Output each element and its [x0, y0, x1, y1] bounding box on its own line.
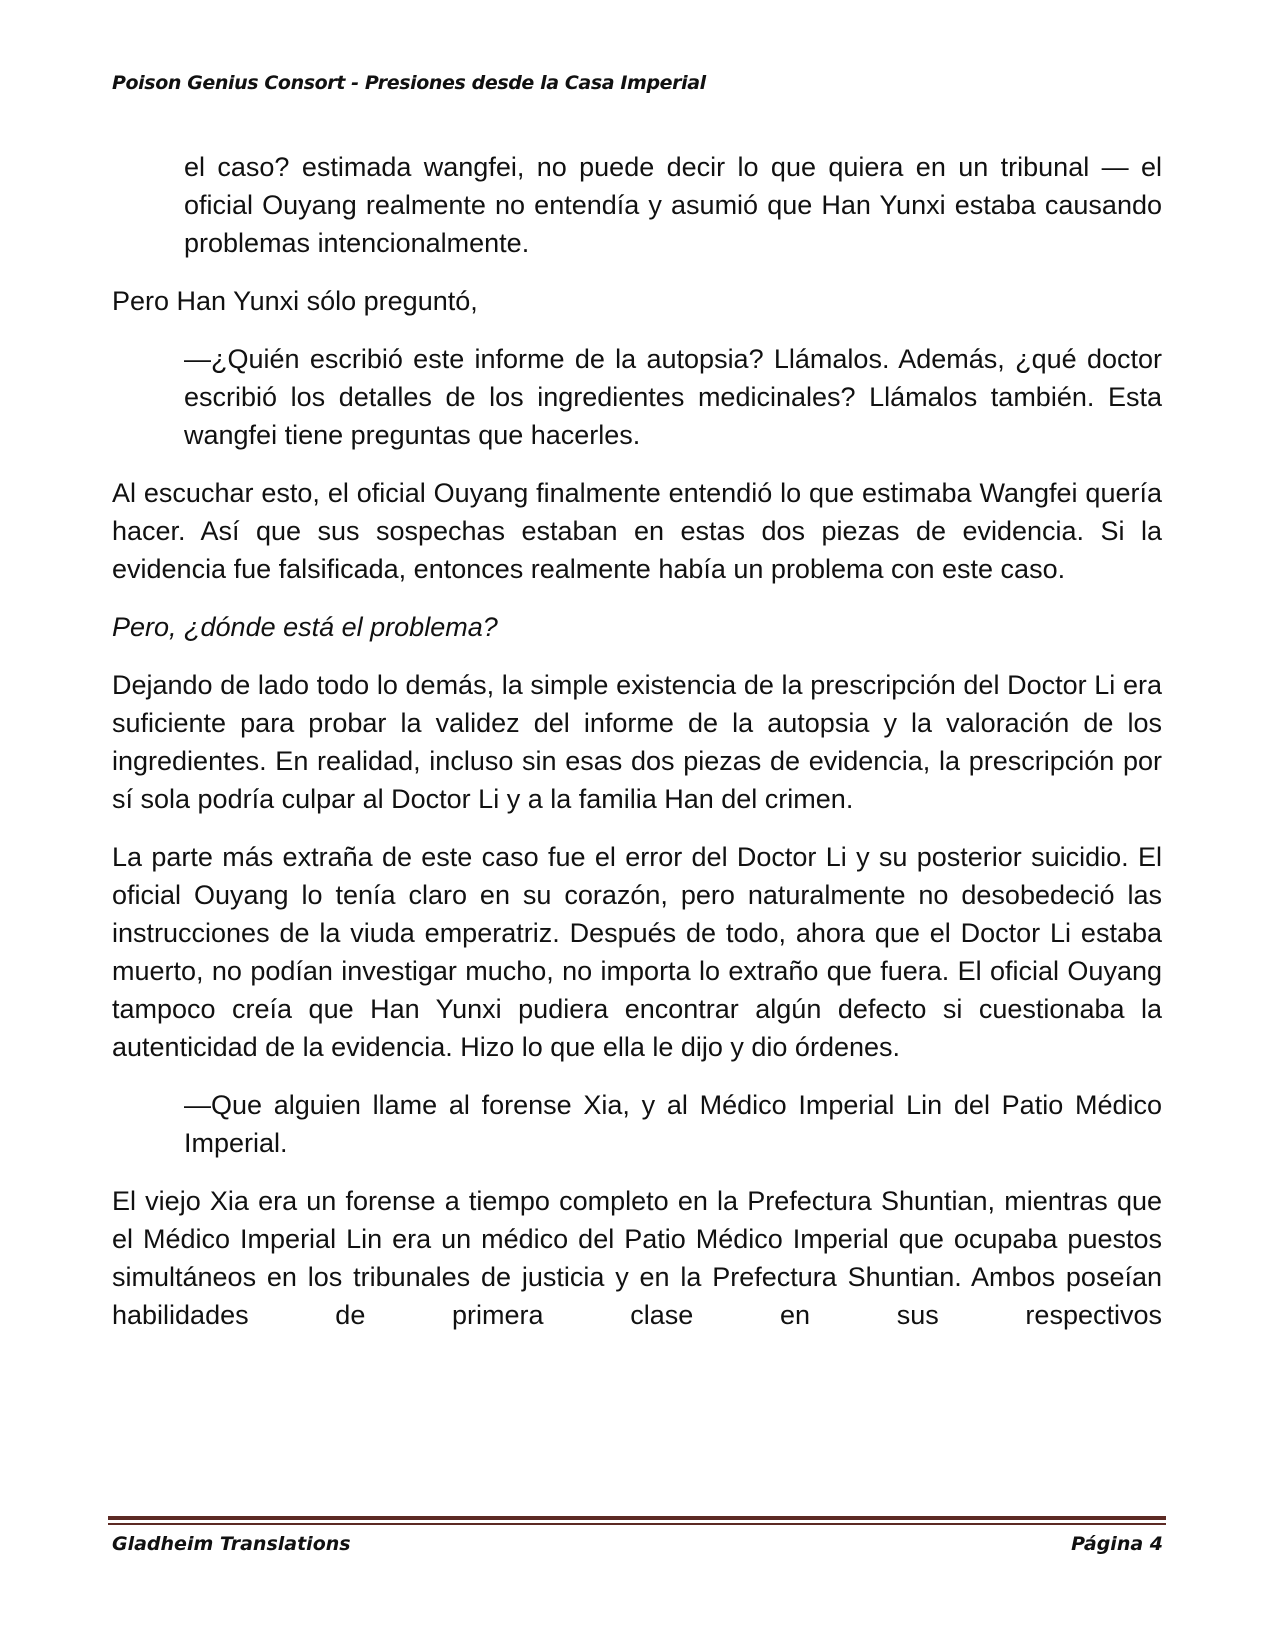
- page-header-title: Poison Genius Consort - Presiones desde la Casa Imperial: [112, 72, 706, 94]
- paragraph-dialogue: —Que alguien llame al forense Xia, y al Médico Imperial Lin del Patio Médico Imperial.: [184, 1090, 1162, 1158]
- paragraph-italic-thought: Pero, ¿dónde está el problema?: [112, 612, 498, 642]
- footer-divider-thin: [108, 1523, 1166, 1525]
- paragraph: El viejo Xia era un forense a tiempo completo en la Prefectura Shuntian, mientras que el Médico Imperial Lin era un médico del Patio Médico Imperial que ocupaba puestos simultáneos en los tribunales de justicia y en la Prefectura Shuntian. Ambos poseían habilidades de primera clase en sus respectivos: [112, 1186, 1162, 1330]
- footer-divider-thick: [108, 1516, 1166, 1520]
- footer-page-number: Página 4: [1071, 1533, 1163, 1555]
- paragraph: Al escuchar esto, el oficial Ouyang finalmente entendió lo que estimaba Wangfei quería hacer. Así que sus sospechas estaban en estas dos piezas de evidencia. Si la evidencia fue falsificada, entonces realmente había un problema con este caso.: [112, 478, 1162, 584]
- body-text: [112, 148, 1162, 1334]
- paragraph: Dejando de lado todo lo demás, la simple existencia de la prescripción del Doctor Li era suficiente para probar la validez del informe de la autopsia y la valoración de los ingredientes. En realidad, incluso sin esas dos piezas de evidencia, la prescripción por sí sola podría culpar al Doctor Li y a la familia Han del crimen.: [112, 670, 1162, 814]
- paragraph: La parte más extraña de este caso fue el error del Doctor Li y su posterior suicidio. El oficial Ouyang lo tenía claro en su corazón, pero naturalmente no desobedeció las instrucciones de la viuda emperatriz. Después de todo, ahora que el Doctor Li estaba muerto, no podían investigar mucho, no importa lo extraño que fuera. El oficial Ouyang tampoco creía que Han Yunxi pudiera encontrar algún defecto si cuestionaba la autenticidad de la evidencia. Hizo lo que ella le dijo y dio órdenes.: [112, 842, 1162, 1062]
- paragraph-dialogue: —¿Quién escribió este informe de la autopsia? Llámalos. Además, ¿qué doctor escribió los detalles de los ingredientes medicinales? Llámalos también. Esta wangfei tiene preguntas que hacerles.: [184, 344, 1162, 450]
- footer-translator-name: Gladheim Translations: [112, 1533, 351, 1555]
- paragraph-dialogue: el caso? estimada wangfei, no puede decir lo que quiera en un tribunal — el oficial Ouyang realmente no entendía y asumió que Han Yunxi estaba causando problemas intencionalmente.: [184, 152, 1162, 258]
- paragraph: Pero Han Yunxi sólo preguntó,: [112, 286, 478, 316]
